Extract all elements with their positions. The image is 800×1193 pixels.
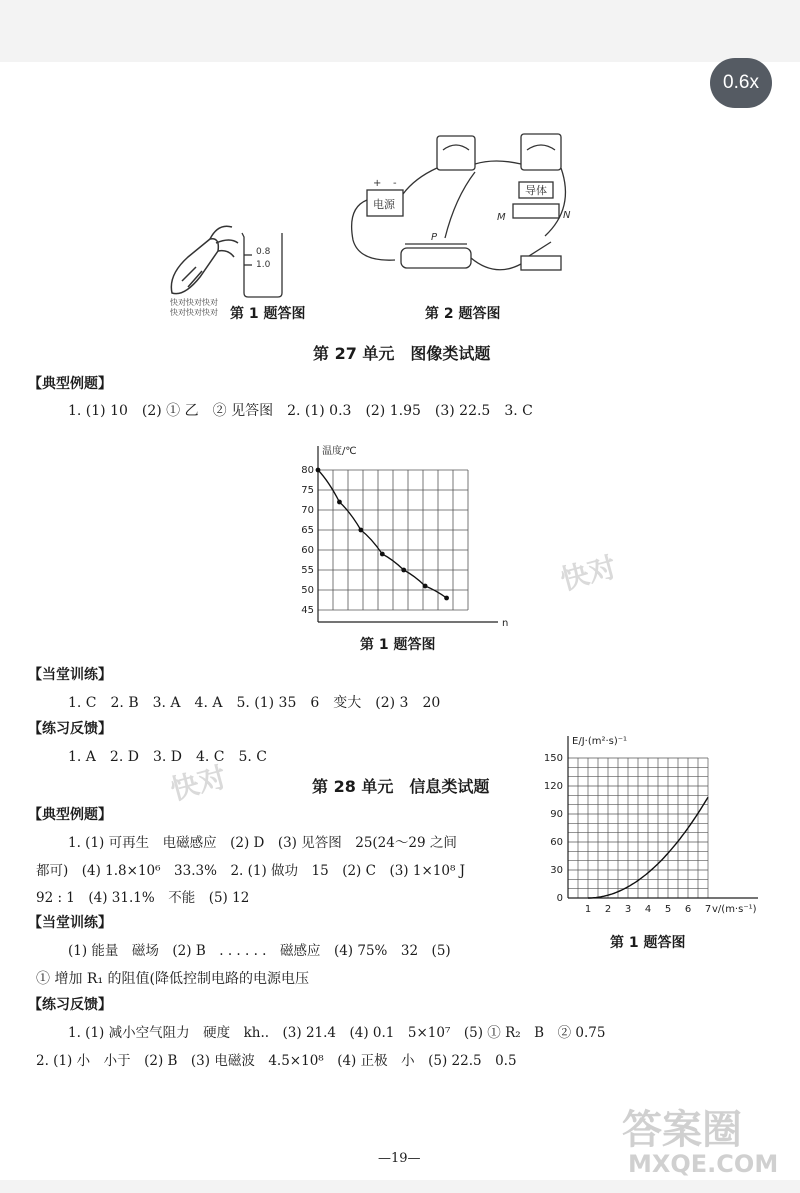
beaker-tick-0-8: 0.8	[256, 247, 271, 257]
temp-y-tick: 50	[301, 585, 314, 596]
energy-x-tick: 7	[704, 904, 712, 915]
circuit-conductor-label: 导体	[525, 184, 547, 197]
unit28-class-line2: ① 增加 R₁ 的阻值(降低控制电路的电源电压	[36, 971, 309, 987]
temp-y-tick: 60	[301, 545, 314, 556]
temp-data-point	[316, 468, 321, 473]
kuaidui-watermark-1: 快对	[557, 550, 620, 597]
temp-y-tick: 45	[301, 605, 314, 616]
site-url-watermark: MXQE.COM	[628, 1150, 779, 1178]
unit28-feedback-line2: 2. (1) 小 小于 (2) B (3) 电磁波 4.5×10⁸ (4) 正极 小 (5) 22.5 0.5	[36, 1053, 517, 1069]
unit28-feedback-header: 【练习反馈】	[28, 997, 112, 1013]
meter-left-icon	[437, 136, 475, 170]
temp-y-tick: 55	[301, 565, 314, 576]
unit27-graph-caption: 第 1 题答图	[360, 637, 436, 653]
site-logo-watermark: 答案圈	[622, 1107, 742, 1153]
unit28-typical-header: 【典型例题】	[28, 807, 112, 823]
energy-x-tick: 5	[664, 904, 672, 915]
energy-y-tick: 60	[550, 837, 563, 848]
energy-x-tick: 2	[604, 904, 612, 915]
temp-data-point	[401, 568, 406, 573]
kuaidui-watermark-2: 快对	[167, 760, 230, 807]
fig1-caption: 第 1 题答图	[230, 306, 306, 322]
meter-right-icon	[521, 134, 561, 170]
unit27-typical-answers: 1. (1) 10 (2) ① 乙 ② 见答图 2. (1) 0.3 (2) 1.95 (3) 22.5 3. C	[68, 403, 533, 419]
circuit-minus-label: -	[393, 178, 397, 189]
unit27-feedback-answers: 1. A 2. D 3. D 4. C 5. C	[68, 749, 268, 765]
zoom-level-badge[interactable]: 0.6x	[710, 58, 772, 108]
unit27-typical-header: 【典型例题】	[28, 376, 112, 392]
unit28-graph-caption: 第 1 题答图	[610, 935, 686, 951]
energy-y-tick: 90	[550, 809, 563, 820]
unit27-title: 第 27 单元 图像类试题	[313, 344, 491, 363]
temp-data-point	[444, 596, 449, 601]
unit28-class-header: 【当堂训练】	[28, 915, 112, 931]
viewer-bottom-bar	[0, 1180, 800, 1193]
unit27-class-answers: 1. C 2. B 3. A 4. A 5. (1) 35 6 变大 (2) 3 20	[68, 695, 441, 711]
energy-y-label: E/J·(m²·s)⁻¹	[572, 736, 628, 747]
unit27-class-header: 【当堂训练】	[28, 667, 112, 683]
fig1-hint-line1: 快对快对快对	[170, 298, 218, 307]
temperature-chart	[290, 440, 510, 629]
fig2-caption: 第 2 题答图	[425, 306, 501, 322]
temp-data-point	[358, 528, 363, 533]
unit28-feedback-line1: 1. (1) 减小空气阻力 硬度 kh.. (3) 21.4 (4) 0.1 5×10⁷ (5) ① R₂ B ② 0.75	[68, 1025, 606, 1041]
energy-x-label: v/(m·s⁻¹)	[712, 904, 757, 915]
temp-y-tick: 80	[301, 465, 314, 476]
circuit-m-label: M	[497, 212, 506, 223]
temp-data-point	[423, 584, 428, 589]
beaker-tick-1-0: 1.0	[256, 260, 271, 270]
temp-y-label: 温度/℃	[322, 446, 357, 457]
unit27-feedback-header: 【练习反馈】	[28, 721, 112, 737]
temp-data-point	[337, 500, 342, 505]
unit28-typical-line2: 都可) (4) 1.8×10⁶ 33.3% 2. (1) 做功 15 (2) C (3) 1×10⁸ J	[36, 863, 466, 879]
temp-curve	[318, 470, 447, 598]
temp-y-tick: 70	[301, 505, 314, 516]
energy-chart	[530, 728, 770, 923]
fig1-hint-line2: 快对快对快对	[170, 308, 218, 317]
viewer-top-bar	[0, 0, 800, 62]
switch-icon	[521, 256, 561, 270]
carrot-icon	[171, 226, 238, 293]
energy-y-tick: 150	[543, 753, 563, 764]
temp-x-label: n	[502, 618, 509, 629]
page-number: —19—	[378, 1151, 421, 1166]
unit28-class-line1: (1) 能量 磁场 (2) B . . . . . . 磁感应 (4) 75% 32 (5)	[68, 943, 451, 959]
unit28-typical-line1: 1. (1) 可再生 电磁感应 (2) D (3) 见答图 25(24～29 之间	[68, 835, 457, 851]
circuit-p-label: P	[431, 232, 438, 243]
temp-y-tick: 65	[301, 525, 314, 536]
energy-y-tick: 120	[543, 781, 563, 792]
circuit-n-label: N	[563, 210, 571, 221]
circuit-plus-label: +	[373, 178, 382, 189]
energy-x-tick: 1	[584, 904, 592, 915]
rheostat-icon	[401, 248, 471, 268]
energy-y-tick: 0	[556, 893, 563, 904]
temp-y-tick: 75	[301, 485, 314, 496]
circuit-source-label: 电源	[373, 198, 395, 211]
energy-y-tick: 30	[550, 865, 563, 876]
energy-x-tick: 4	[644, 904, 652, 915]
unit28-typical-line3: 92 : 1 (4) 31.1% 不能 (5) 12	[36, 890, 250, 906]
unit28-title: 第 28 单元 信息类试题	[312, 777, 490, 796]
energy-x-tick: 3	[624, 904, 632, 915]
figure-2-circuit	[345, 128, 575, 288]
energy-x-tick: 6	[684, 904, 692, 915]
conductor-stand-icon	[513, 204, 559, 218]
temp-data-point	[380, 552, 385, 557]
